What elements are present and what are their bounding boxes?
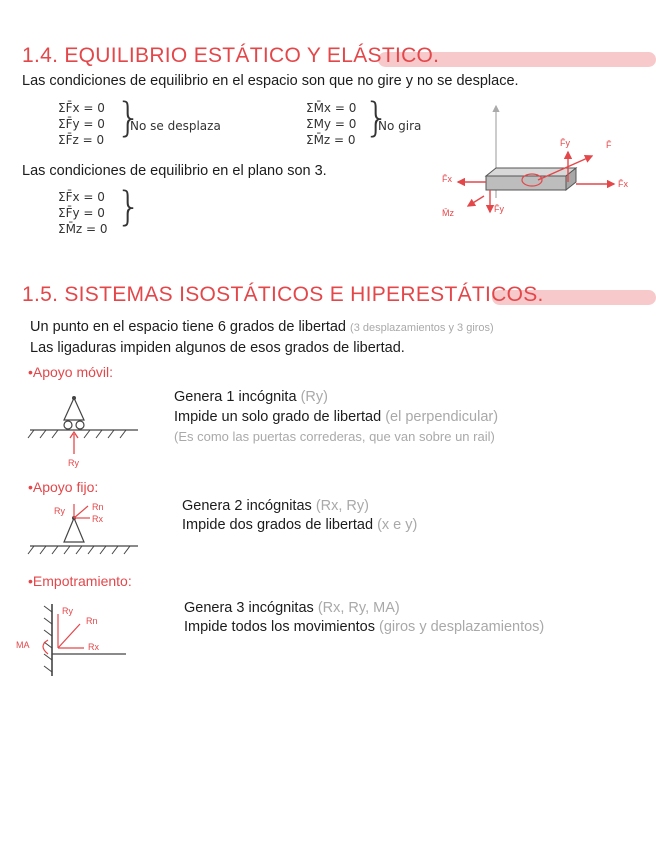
emp-line2-text: Impide todos los movimientos	[184, 619, 375, 635]
emp-rx-label: Rx	[88, 642, 99, 652]
label-f: F̄	[606, 140, 612, 150]
emp-line2	[184, 619, 544, 635]
moments-brace: }	[364, 95, 390, 141]
label-mz: M̄z	[442, 208, 454, 218]
label-fy-top: F̄y	[560, 138, 570, 148]
movil-line2-text: Impide un solo grado de libertad	[174, 409, 382, 425]
section-14-title: 1.4. EQUILIBRIO ESTÁTICO Y ELÁSTICO.	[22, 44, 440, 67]
emp-line2-note: (giros y desplazamientos)	[379, 619, 545, 635]
empotramiento-label: •Empotramiento:	[28, 573, 132, 589]
beam-3d-diagram	[420, 98, 650, 228]
sec14-line2: Las condiciones de equilibrio en el plano son 3.	[22, 163, 327, 179]
movil-line3: (Es como las puertas correderas, que van sobre un rail)	[174, 429, 495, 444]
apoyo-movil-label: •Apoyo móvil:	[28, 364, 114, 380]
eq-plane-fy: ΣF̄y = 0	[58, 206, 105, 220]
fijo-line2-note: (x e y)	[377, 517, 418, 533]
moments-equations	[306, 100, 356, 148]
sec15-line1-text: Un punto en el espacio tiene 6 grados de libertad	[30, 319, 346, 335]
fijo-line2-text: Impide dos grados de libertad	[182, 517, 374, 533]
sec15-line2: Las ligaduras impiden algunos de esos grados de libertad.	[30, 340, 405, 356]
movil-line1-note: (Ry)	[300, 389, 328, 405]
emp-ma-label: MA	[16, 640, 30, 650]
movil-ry-label: Ry	[68, 458, 79, 468]
fijo-line1-text: Genera 2 incógnitas	[182, 498, 312, 514]
fijo-ry-label: Ry	[54, 506, 65, 516]
emp-line1	[184, 600, 400, 616]
sec15-line1	[30, 319, 494, 335]
apoyo-fijo-label: •Apoyo fijo:	[28, 479, 99, 495]
eq-fy: ΣF̄y = 0	[58, 117, 105, 131]
emp-line1-note: (Rx, Ry, MA)	[317, 600, 400, 616]
forces-equations	[58, 100, 105, 148]
eq-fz: ΣF̄z = 0	[58, 133, 105, 147]
sec14-line1: Las condiciones de equilibrio en el espacio son que no gire y no se desplace.	[22, 73, 519, 89]
label-fx-left: F̄x	[442, 174, 452, 184]
movil-line2	[174, 409, 498, 425]
eq-plane-fx: ΣF̄x = 0	[58, 190, 105, 204]
emp-rn-label: Rn	[86, 616, 98, 626]
movil-line1-text: Genera 1 incógnita	[174, 389, 297, 405]
moments-note: No gira	[378, 119, 422, 133]
eq-fx: ΣF̄x = 0	[58, 101, 105, 115]
apoyo-fijo-diagram	[28, 500, 148, 560]
moment-mz-arrow	[468, 196, 484, 206]
fijo-line1-note: (Rx, Ry)	[315, 498, 369, 514]
emp-line1-text: Genera 3 incógnitas	[184, 600, 314, 616]
movil-line1	[174, 389, 328, 405]
forces-note: No se desplaza	[130, 119, 221, 133]
fijo-line1	[182, 498, 369, 514]
emp-ry-label: Ry	[62, 606, 73, 616]
eq-my: ΣMy = 0	[306, 117, 357, 131]
sec15-line1-note: (3 desplazamientos y 3 giros)	[350, 322, 494, 334]
fijo-line2	[182, 517, 417, 533]
fijo-rn-label: Rn	[92, 502, 104, 512]
label-fy-bottom: F̄y	[494, 204, 504, 214]
apoyo-movil-diagram	[28, 392, 148, 472]
empotramiento-diagram	[14, 600, 134, 680]
fijo-rx-label: Rx	[92, 514, 103, 524]
plane-brace: }	[116, 184, 142, 230]
forces-brace: }	[116, 95, 142, 141]
plane-equations	[58, 189, 108, 237]
eq-plane-mz: ΣM̄z = 0	[58, 222, 108, 236]
section-15-title: 1.5. SISTEMAS ISOSTÁTICOS E HIPERESTÁTICOS.	[22, 283, 544, 306]
label-fx-right: F̄x	[618, 179, 628, 189]
eq-mz: ΣM̄z = 0	[306, 133, 356, 147]
eq-mx: ΣM̄x = 0	[306, 101, 357, 115]
beam-box	[486, 168, 576, 190]
movil-line2-note: (el perpendicular)	[385, 409, 499, 425]
